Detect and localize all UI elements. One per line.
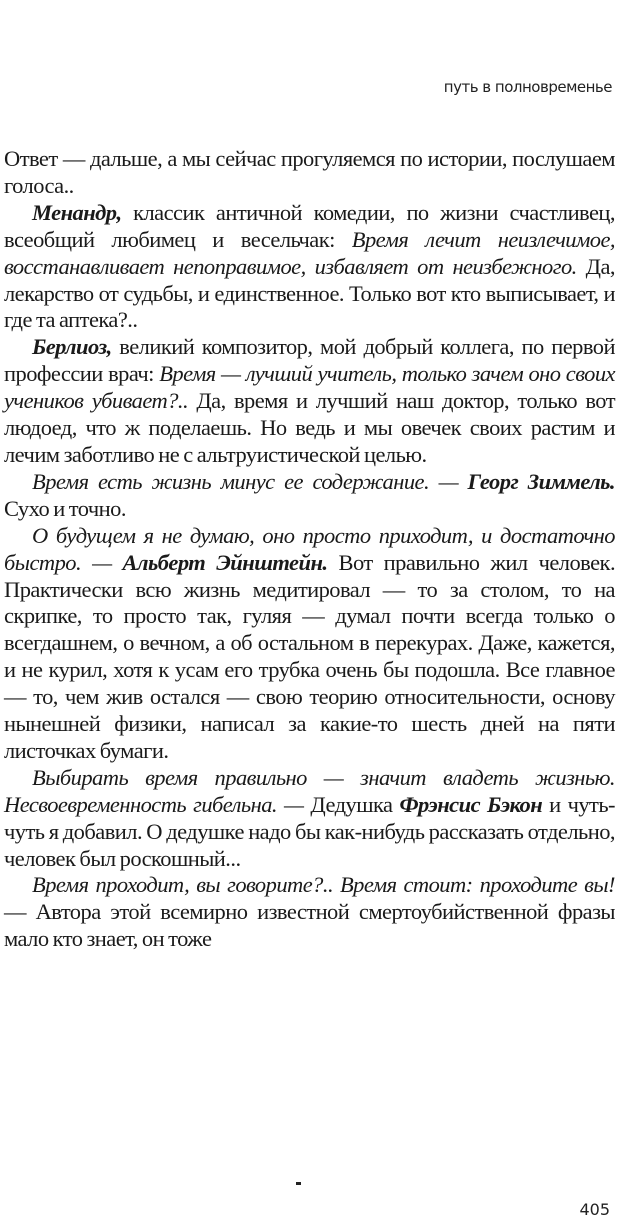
text-span: великий композитор, мой добрый коллега, по первой профессии врач:	[4, 334, 615, 387]
print-mark	[296, 1182, 301, 1185]
author-name-berlioz: Берлиоз,	[32, 334, 112, 360]
paragraph-7	[4, 872, 615, 953]
paragraph-4	[4, 469, 615, 523]
text-span: — Автора этой всемирно известной смертоубийственной фразы мало кто знает, он тоже	[4, 899, 615, 952]
text-span: и чуть-чуть я добавил. О дедушке надо бы как-нибудь рассказать отдельно, человек был роскошный...	[4, 791, 615, 871]
quote-menander: Время лечит неизлечимое, восстанавливает непоправимое, избавляет от неизбежного.	[4, 226, 615, 279]
text-span: Сухо и точно.	[4, 495, 126, 521]
text-span: Ответ — дальше, а мы сейчас прогуляемся по истории, послушаем голоса..	[4, 146, 615, 198]
paragraph-6	[4, 765, 615, 873]
paragraph-5	[4, 523, 615, 765]
quote-berlioz: Время — лучший учитель, только зачем оно своих учеников убивает?..	[4, 361, 615, 414]
text-span: Да, время и лучший наш доктор, только вот людоед, что ж поделаешь. Но ведь и мы овечек своих растим и лечим заботливо не с альтруистической целью.	[4, 388, 615, 467]
running-header: путь в полновременье	[443, 78, 612, 96]
text-span: классик античной комедии, по жизни счастливец, всеобщий любимец и весельчак:	[4, 199, 615, 252]
author-name-menander: Менандр,	[32, 199, 122, 225]
author-name-simmel: Георг Зиммель.	[467, 468, 615, 494]
author-name-einstein: Альберт Эйнштейн.	[122, 549, 328, 575]
quote-einstein: О будущем я не думаю, оно просто приходит, и достаточно быстро. —	[4, 522, 615, 575]
page-number: 405	[579, 1200, 610, 1219]
text-span: Вот правильно жил человек. Практически всю жизнь медитировал — то за столом, то на скрипке, то просто так, гуляя — думал почти всегда только о всегдашнем, о вечном, а об остальном в перекурах. Даже, кажется, и не курил, хотя к усам его трубка очень бы подошла. Все главное — то, чем жив остался — свою теорию относительности, основу нынешней физики, написал за какие-то шесть дней на пяти листочках бумаги.	[4, 549, 616, 763]
quote-bacon: Выбирать время правильно — значит владеть жизнью. Несвоевременность гибельна. —	[4, 764, 615, 817]
body-text	[4, 146, 615, 953]
paragraph-3	[4, 334, 615, 469]
author-name-bacon: Фрэнсис Бэкон	[399, 791, 543, 817]
text-span: Дедушка	[303, 791, 400, 817]
paragraph-2	[4, 200, 615, 335]
quote-simmel: Время есть жизнь минус ее содержание. —	[32, 468, 468, 494]
paragraph-1	[4, 146, 615, 200]
text-span: Да, лекарство от судьбы, и единственное. Только вот кто выписывает, и где та аптека?..	[4, 253, 615, 333]
quote-time-passes: Время проходит, вы говорите?.. Время стоит: проходите вы!	[32, 872, 615, 898]
